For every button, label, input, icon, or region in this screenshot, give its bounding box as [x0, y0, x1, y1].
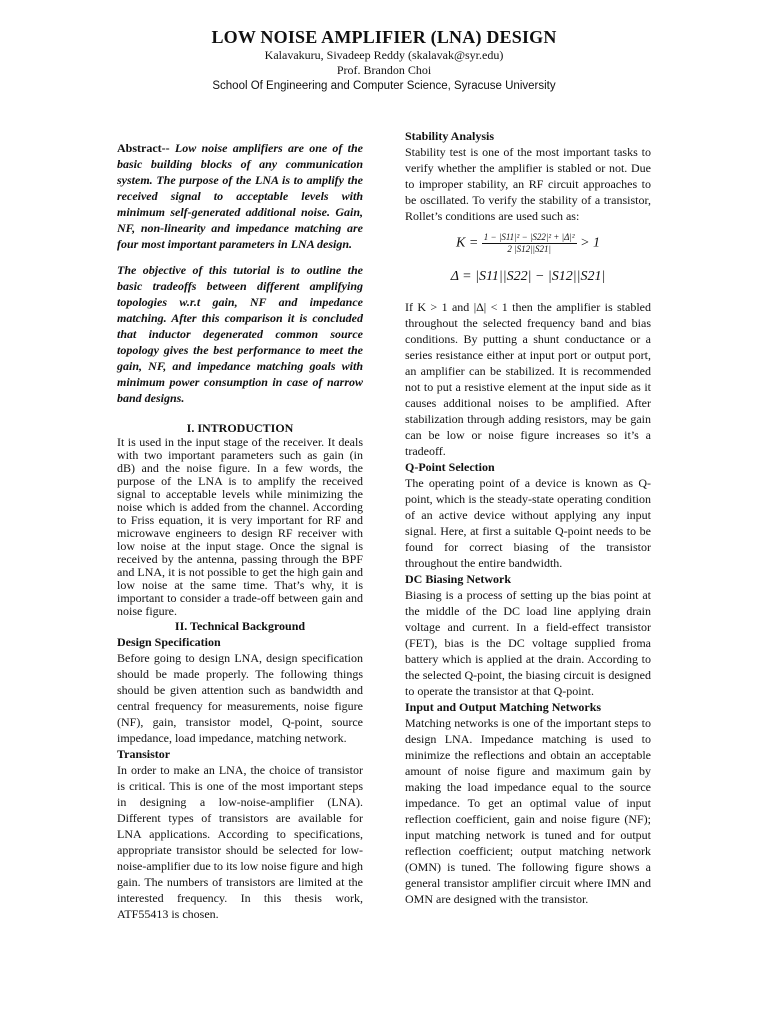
design-spec-heading: Design Specification	[117, 635, 221, 649]
dcbias-heading: DC Biasing Network	[405, 572, 512, 586]
abstract-paragraph-1	[117, 140, 363, 252]
transistor-heading: Transistor	[117, 747, 171, 761]
stability-heading: Stability Analysis	[405, 129, 495, 143]
stability-text-2: If K > 1 and |Δ| < 1 then the amplifier is stabled throughout the selected frequency band and bias conditions. By putting a shunt conductance or a series resistance either at input port or output port, an amplifier can be stabilized. It is recommended not to put a resistive element at the input side as it causes additional noises to be amplified. After stabilization through adding resistors, may be gain can be low or noise figure increases so it’s a tradeoff.	[405, 300, 651, 458]
qpoint-heading: Q-Point Selection	[405, 460, 495, 474]
matching-heading: Input and Output Matching Networks	[405, 700, 602, 714]
right-column	[405, 128, 651, 907]
dcbias-text: Biasing is a process of setting up the bias point at the middle of the DC load line applying drain voltage and current. In a field-effect transistor (FET), bias is the DC voltage supplied froma battery which is applied at the drain. According to the selected Q-point, the biasing circuit is designed to operate the transistor at that Q-point.	[405, 588, 651, 698]
design-spec-text: Before going to design LNA, design specification should be made properly. The following things should be given attention such as bandwidth and central frequency for measurements, noise figure (NF), gain, transistor model, Q-point, source impedance, load impedance, matching network.	[117, 651, 363, 745]
delta-equation: Δ = |S11||S22| − |S12||S21|	[450, 269, 606, 284]
k-equation-rhs: > 1	[580, 235, 601, 251]
intro-text: It is used in the input stage of the receiver. It deals with two important parameters such as gain (in dB) and the noise figure. In a few words, the purpose of the LNA is to amplify the received signal to acceptable levels while minimizing the noise which is added from the channel. According to Friss equation, it is very important for RF and microwave engineers to design RF receiver with low noise at the input stage. Once the signal is received by the antenna, passing through the BPF and LNA, it is not possible to get the high gain and low noise at the same time. That’s why, it is important to consider a trade-off between gain and noise figure.	[117, 435, 363, 618]
author-line: Kalavakuru, Sivadeep Reddy (skalavak@syr.edu)	[264, 48, 504, 62]
k-equation-denominator: 2 |S12||S21|	[507, 244, 551, 254]
background-heading: II. Technical Background	[174, 619, 306, 633]
matching-text: Matching networks is one of the important steps to design LNA. Impedance matching is used to minimize the reflections and obtain an acceptable amount of noise figure and maximum gain by making the load impedance equal to the source impedance. To get an optimal value of input reflection coefficient, gain and noise figure (NF); input matching network is tuned and for output reflection coefficient; output matching network (OMN) is tuned. The following figure shows a general transistor amplifier circuit where IMN and OMN are designed with the transistor.	[405, 716, 651, 906]
transistor-text: In order to make an LNA, the choice of transistor is critical. This is one of the most important steps in designing a low-noise-amplifier (LNA). Different types of transistors are available for LNA applications. According to specifications, appropriate transistor should be selected for low-noise-amplifier due to its low noise figure and high gain. The numbers of transistors are limited at the interested frequency. In this thesis work, ATF55413 is chosen.	[117, 763, 363, 921]
k-equation-fraction	[482, 232, 577, 255]
affiliation-line: School Of Engineering and Computer Science, Syracuse University	[212, 80, 556, 92]
abstract-paragraph-2: The objective of this tutorial is to outline the basic tradeoffs between different amplifying topologies w.r.t gain, NF and impedance matching. After this comparison it is concluded that inductor degenerated common source topology gives the best performance to meet the gain, NF, and impedance matching goals with minimum power consumption in case of narrow band designs.	[117, 263, 363, 405]
abstract-text-1: Low noise amplifiers are one of the basic building blocks of any communication system. The purpose of the LNA is to amplify the received signal to acceptable levels with minimum self-generated additional noise. Gain, NF, non-linearity and impedance matching are four most important parameters in LNA design.	[117, 141, 364, 251]
k-equation	[405, 232, 651, 255]
advisor-line: Prof. Brandon Choi	[336, 63, 432, 77]
left-column	[117, 140, 363, 922]
abstract-label: Abstract--	[117, 141, 170, 155]
paper-header	[0, 26, 768, 94]
k-equation-lhs: K =	[455, 235, 479, 251]
k-equation-numerator: 1 − |S11|² − |S22|² + |Δ|²	[483, 232, 575, 242]
stability-text-1: Stability test is one of the most important tasks to verify whether the amplifier is stabled or not. Due to improper stability, an RF circuit approaches to be oscillated. To verify the stability of a transistor, Rollet’s conditions are used such as:	[405, 145, 651, 223]
qpoint-text: The operating point of a device is known as Q-point, which is the steady-state operating condition of an active device without applying any input signal. Here, at first a suitable Q-point needs to be found for correct biasing of the transistor throughout the entire bandwidth.	[405, 476, 651, 570]
intro-heading: I. INTRODUCTION	[186, 421, 294, 435]
paper-title: LOW NOISE AMPLIFIER (LNA) DESIGN	[211, 27, 557, 47]
